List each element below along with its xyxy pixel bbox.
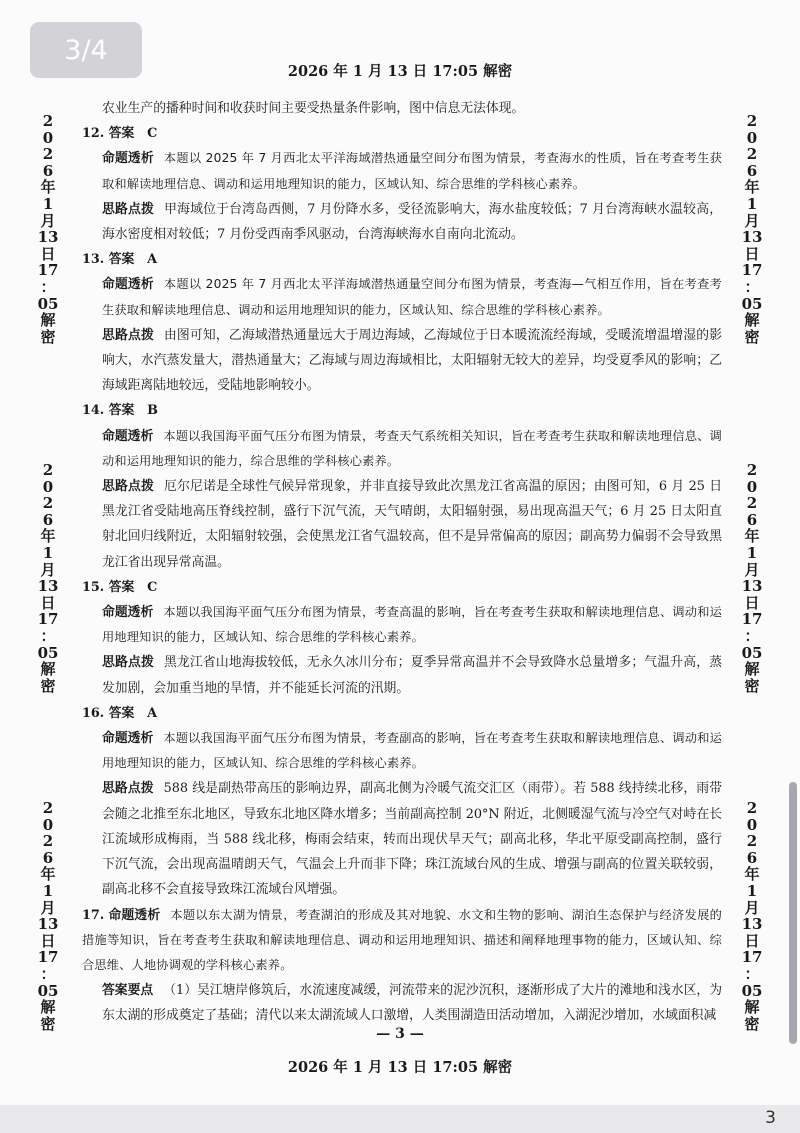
q13-analysis-label: 命题透析 [102,277,154,293]
side-stamp-left-1: 2 0 2 6 年 1 月 13 日 17 ： 05 解 密 [37,112,59,346]
q16-analysis-label: 命题透析 [102,731,154,747]
header-decrypt-stamp: 2026 年 1 月 13 日 17:05 解密 [287,63,513,80]
q17-header: 17. [82,907,105,923]
q17-analysis: 17. 命题透析 本题以东太湖为情景，考查湖泊的形成及其对地貌、水文和生物的影响、湖泊生态保护与经济发展的措施等知识，旨在考查考生获取和解读地理信息、调动和运用地理知识、描述和阐释地理事物的能力，区域认知、综合思维、人地协调观的学科核心素养。 [82,907,722,972]
q17-analysis-label: 命题透析 [108,907,161,923]
q16-header: 16. 答案 A [82,705,158,721]
q12-hint-label: 思路点拨 [102,201,155,217]
q13-hint-label: 思路点拨 [102,327,154,343]
side-stamp-left-2: 2 0 2 6 年 1 月 13 日 17 ： 05 解 密 [37,461,59,695]
page-indicator-badge: 3/4 [30,22,142,78]
q15-hint: 思路点拨 黑龙江省山地海拔较低，无永久冰川分布；夏季异常高温并不会导致降水总量增多；气温升高，蒸发加剧，会加重当地的旱情，并不能延长河流的汛期。 [102,655,723,696]
q15-analysis: 命题透析 本题以我国海平面气压分布图为情景，考查高温的影响，旨在考查考生获取和解读地理信息、调动和运用地理知识的能力，区域认知、综合思维的学科核心素养。 [102,605,723,645]
q16-analysis: 命题透析 本题以我国海平面气压分布图为情景，考查副高的影响，旨在考查考生获取和解读地理信息、调动和运用地理知识的能力，区域认知、综合思维的学科核心素养。 [102,731,723,771]
q12-analysis-label: 命题透析 [102,151,154,167]
footer-decrypt-stamp: 2026 年 1 月 13 日 17:05 解密 [287,1059,513,1076]
q17-answer-label: 答案要点 [102,983,154,999]
q16-hint: 思路点拨 588 线是副热带高压的影响边界，副高北侧为冷暖气流交汇区（雨带）。若 588 线持续北移，雨带会随之北推至东北地区，导致东北地区降水增多；当前副高控制 20°N 附近，北侧暖湿气流与冷空气对峙在长江流域形成梅雨，当 588 线北移，梅雨会结束，转而出现伏旱天气；副高北移，华北平原受副高控制，盛行下沉气流，会出现高温晴朗天气，气温会上升而非下降；珠江流域台风的生成、增强与副高的位置关联较弱，副高北移不会直接导致珠江流域台风增强。 [102,781,722,898]
q13-analysis: 命题透析 本题以 2025 年 7 月西北太平洋海域潜热通量空间分布图为情景，考查海—气相互作用，旨在考查考生获取和解读地理信息、调动和运用地理知识的能力，区域认知、综合思维的学科核心素养。 [102,277,722,317]
q17-answer: 答案要点 （1）吴江塘岸修筑后，水流速度减缓，河流带来的泥沙沉积，逐渐形成了大片的滩地和浅水区，为东太湖的形成奠定了基础；清代以来太湖流域人口激增，人类围湖造田活动增加，入湖泥沙增加，水域面积减 [102,983,722,1024]
q13-hint: 思路点拨 由图可知，乙海域潜热通量远大于周边海域，乙海域位于日本暖流流经海域，受暖流增温增湿的影响大，水汽蒸发量大，潜热通量大；乙海域与周边海域相比，太阳辐射无较大的差异，均受夏季风的影响；乙海域距离陆地较远，受陆地影响较小。 [102,327,723,394]
q12-header: 12. 答案 C [82,126,158,142]
q14-analysis-label: 命题透析 [102,428,154,444]
intro-line: 农业生产的播种时间和收获时间主要受热量条件影响，图中信息无法体现。 [102,101,525,116]
q15-hint-label: 思路点拨 [102,655,154,671]
side-stamp-right-1: 2 0 2 6 年 1 月 13 日 17 ： 05 解 密 [741,112,763,346]
side-stamp-right-2: 2 0 2 6 年 1 月 13 日 17 ： 05 解 密 [741,461,763,695]
q12-hint: 思路点拨 甲海域位于台湾岛西侧，7 月份降水多，受径流影响大，海水盐度较低；7 月台湾海峡水温较高，海水密度相对较低；7 月份受西南季风驱动，台湾海峡海水自南向北流动。 [102,201,723,243]
viewer-page-number: 3 [765,1108,776,1128]
q16-hint-label: 思路点拨 [102,781,154,797]
q15-header: 15. 答案 C [82,579,158,595]
q14-hint: 思路点拨 厄尔尼诺是全球性气候异常现象，并非直接导致此次黑龙江省高温的原因；由图可知，6 月 25 日黑龙江省受陆地高压脊线控制，盛行下沉气流，天气晴朗，太阳辐射强，易出现高温天气；6 月 25 日太阳直射北回归线附近，太阳辐射较强，会使黑龙江省气温较高，但不是异常偏高的原因；副高势力偏弱不会导致黑龙江省出现异常高温。 [102,479,722,570]
q14-hint-label: 思路点拨 [102,479,155,495]
vertical-scrollbar[interactable] [789,782,797,1044]
q14-analysis: 命题透析 本题以我国海平面气压分布图为情景，考查天气系统相关知识，旨在考查考生获取和解读地理信息、调动和运用地理知识的能力，综合思维的学科核心素养。 [102,428,723,468]
q14-header: 14. 答案 B [82,403,158,419]
q13-header: 13. 答案 A [82,252,158,268]
page-number: — 3 — [376,1026,424,1042]
q12-analysis: 命题透析 本题以 2025 年 7 月西北太平洋海域潜热通量空间分布图为情景，考查海水的性质，旨在考查考生获取和解读地理信息、调动和运用地理知识的能力，区域认知、综合思维的学科核心素养。 [102,151,722,191]
side-stamp-left-3: 2 0 2 6 年 1 月 13 日 17 ： 05 解 密 [37,799,59,1033]
q15-analysis-label: 命题透析 [102,605,154,621]
side-stamp-right-3: 2 0 2 6 年 1 月 13 日 17 ： 05 解 密 [741,799,763,1033]
answer-content [82,96,722,1029]
